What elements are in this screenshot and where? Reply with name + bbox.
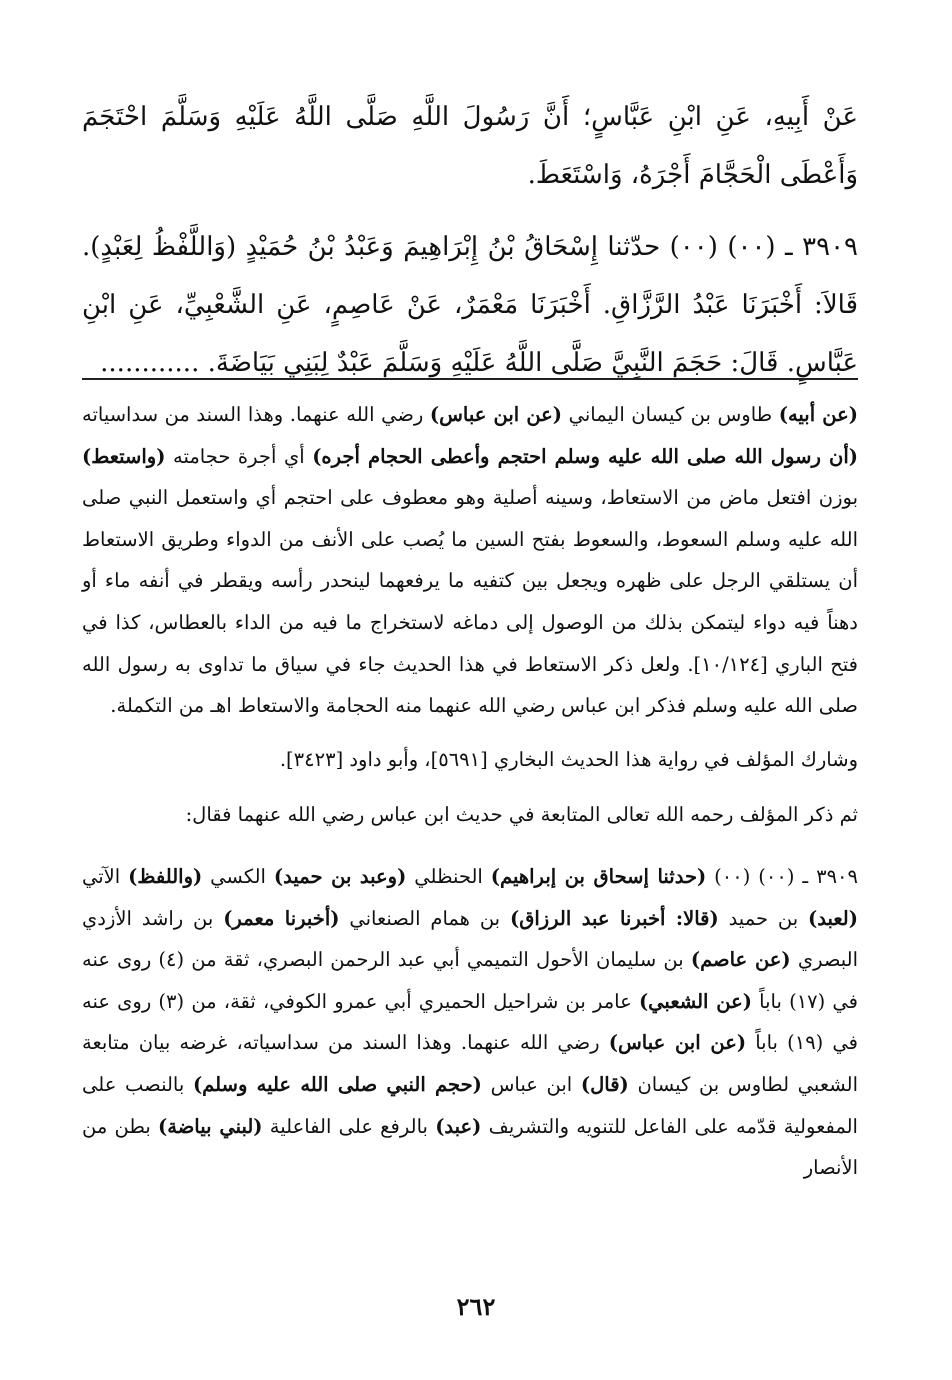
quoted-phrase: (وعبد بن حميد)	[273, 864, 407, 888]
quoted-phrase: (عن أبيه)	[778, 403, 858, 426]
commentary-text: الكسي	[202, 864, 274, 888]
commentary-text: الحنظلي	[406, 864, 491, 888]
quoted-phrase: (واستعط)	[82, 444, 166, 468]
commentary-text: بن حميد	[718, 906, 809, 930]
quoted-phrase: (عن ابن عباس)	[608, 1031, 747, 1055]
quoted-phrase: (أخبرنا معمر)	[223, 906, 340, 930]
quoted-phrase: (حجم النبي صلى الله عليه وسلم)	[192, 1072, 482, 1096]
page-number: ٢٦٢	[456, 1292, 496, 1321]
commentary-text: رضي الله عنهما. وهذا السند من سداسياته	[82, 403, 430, 426]
commentary-paragraph-3: ثم ذكر المؤلف رحمه الله تعالى المتابعة في حديث ابن عباس رضي الله عنهما فقال:	[185, 803, 858, 827]
commentary-text: بن همام الصنعاني	[339, 906, 510, 930]
ellipsis-dots: ............	[100, 348, 200, 378]
commentary-text: بن سليمان الأحول التميمي أبي عبد الرحمن البصري، ثقة من (٤) روى عنه في (١٧) باباً	[82, 948, 859, 1013]
commentary-text: ٣٩٠٩ ـ (٠٠) (٠٠)	[706, 864, 858, 888]
commentary-text: أي أجرة حجامته	[165, 444, 313, 468]
quoted-phrase: (عبد)	[435, 1114, 482, 1138]
quoted-phrase: (أن رسول الله صلى الله عليه وسلم احتجم وأعطى الحجام أجره)	[312, 444, 859, 468]
commentary-text: بطن من الأنصار	[82, 1114, 858, 1180]
quoted-phrase: (لعبد)	[808, 906, 858, 930]
commentary-paragraph-1	[82, 394, 858, 727]
commentary-text: بالرفع على الفاعلية	[262, 1114, 436, 1138]
commentary-text: بوزن افتعل ماض من الاستعاط، وسينه أصلية وهو معطوف على احتجم أي واستعمل النبي صلى الله عليه وسلم السعوط، والسعوط بفتح السين ما يُصب على الأنف من الدواء وطريق الاستعاط أن يستلقي الرجل على ظهره ويجعل بين كتفيه ما يرفعهما لينحدر رأسه ويقطر في أنفه ماء أو دهناً فيه دواء ليتمكن بذلك من الوصول إلى دماغه لاستخراج ما فيه من الداء بالعطاس، كذا في فتح الباري [١٠/١٢٤]. ولعل ذكر الاستعاط في هذا الحديث جاء في سياق ما تداوى به رسول الله صلى الله عليه وسلم فذكر ابن عباس رضي الله عنهما منه الحجامة والاستعاط اهـ من التكملة.	[82, 486, 858, 718]
quoted-phrase: (لبني بياضة)	[158, 1114, 263, 1138]
commentary-text: عامر بن شراحيل الحميري أبي عمرو الكوفي، ثقة، من (٣) روى عنه في (١٩) باباً	[82, 989, 858, 1055]
commentary-paragraph-2: وشارك المؤلف في رواية هذا الحديث البخاري [٥٦٩١]، وأبو داود [٣٤٢٣].	[279, 747, 858, 771]
commentary-text: الآتي	[82, 864, 129, 888]
quoted-phrase: (عن الشعبي)	[638, 989, 752, 1013]
quoted-phrase: (قالا: أخبرنا عبد الرزاق)	[509, 906, 719, 930]
quoted-phrase: (عن ابن عباس)	[429, 403, 563, 426]
commentary	[82, 394, 858, 1189]
commentary-text: ابن عباس	[481, 1072, 581, 1096]
quoted-phrase: (واللفظ)	[128, 864, 203, 888]
hadith-text	[82, 88, 858, 392]
quoted-phrase: (عن عاصم)	[690, 948, 791, 972]
hadith-paragraph-1: عَنْ أَبِيهِ، عَنِ ابْنِ عَبَّاسٍ؛ أَنَّ رَسُولَ اللَّهِ صَلَّى اللَّهُ عَلَيْهِ وَسَلَّمَ احْتَجَمَ وَأَعْطَى الْحَجَّامَ أَجْرَهُ، وَاسْتَعَطَ.	[82, 102, 858, 190]
quoted-phrase: (قال)	[580, 1072, 629, 1096]
footnote-divider	[82, 378, 858, 380]
hadith-paragraph-2-text: ٣٩٠٩ ـ (٠٠) (٠٠) حدّثنا إِسْحَاقُ بْنُ إِبْرَاهِيمَ وَعَبْدُ بْنُ حُمَيْدٍ (وَاللَّفْظُ لِعَبْدٍ). قَالاَ: أَخْبَرَنَا عَبْدُ الرَّزَّاقِ. أَخْبَرَنَا مَعْمَرٌ، عَنْ عَاصِمٍ، عَنِ الشَّعْبِيِّ، عَنِ ابْنِ عَبَّاسٍ. قَالَ: حَجَمَ النَّبِيَّ صَلَّى اللَّهُ عَلَيْهِ وَسَلَّمَ عَبْدٌ لِبَنِي بَيَاضَةَ.	[82, 232, 858, 378]
commentary-text: بن راشد الأزدي البصري	[82, 906, 858, 972]
quoted-phrase: (حدثنا إسحاق بن إبراهيم)	[490, 864, 707, 888]
commentary-text: طاوس بن كيسان اليماني	[562, 403, 779, 426]
hadith-paragraph-2	[82, 218, 858, 392]
commentary-text: رضي الله عنهما. وهذا السند من سداسياته، غرضه بيان متابعة الشعبي لطاوس بن كيسان	[82, 1031, 858, 1096]
commentary-text: بالنصب على المفعولية قدّمه على الفاعل للتنويه والتشريف	[82, 1072, 858, 1138]
commentary-paragraph-4	[82, 856, 858, 1189]
